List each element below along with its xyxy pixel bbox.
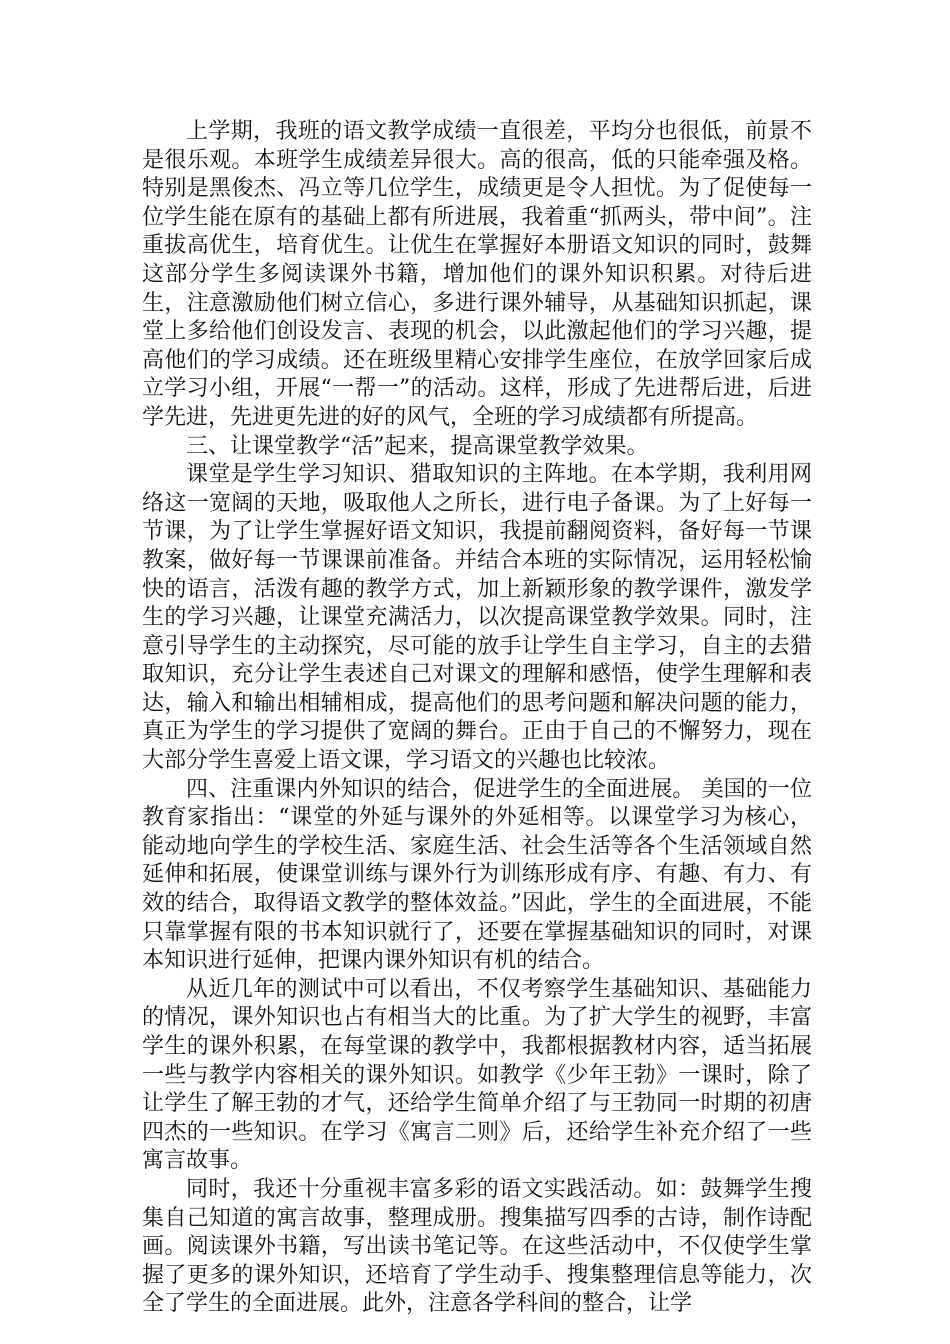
paragraph-extracurricular-knowledge: 从近几年的测试中可以看出，不仅考察学生基础知识、基础能力的情况，课外知识也占有相当大的比重。为了扩大学生的视野，丰富学生的课外积累，在每堂课的教学中，我都根据教材内容，适当拓展一些与教学内容相关的课外知识。如教学《少年王勃》一课时，除了让学生了解王勃的才气，还给学生简单介绍了与王勃同一时期的初唐四杰的一些知识。在学习《寓言二则》后，还给学生补充介绍了一些寓言故事。	[142, 976, 812, 1174]
section-heading-three: 三、让课堂教学“活”起来，提高课堂教学效果。	[186, 433, 649, 459]
paragraph-class-performance: 上学期，我班的语文教学成绩一直很差，平均分也很低，前景不是很乐观。本班学生成绩差异很大。高的很高，低的只能牵强及格。特别是黑俊杰、冯立等几位学生，成绩更是令人担忧。为了促使每一位学生能在原有的基础上都有所进展，我着重“抓两头，带中间”。注重拔高优生，培育优生。让优生在掌握好本册语文知识的同时，鼓舞这部分学生多阅读课外书籍，增加他们的课外知识积累。对待后进生，注意激励他们树立信心，多进行课外辅导，从基础知识抓起，课堂上多给他们创设发言、表现的机会，以此激起他们的学习兴趣，提高他们的学习成绩。还在班级里精心安排学生座位，在放学回家后成立学习小组，开展“一帮一”的活动。这样，形成了先进帮后进，后进学先进，先进更先进的好的风气，全班的学习成绩都有所提高。	[142, 119, 812, 430]
paragraph-practice-activities: 同时，我还十分重视丰富多彩的语文实践活动。如：鼓舞学生搜集自己知道的寓言故事，整理成册。搜集描写四季的古诗，制作诗配画。阅读课外书籍，写出读书笔记等。在这些活动中，不仅使学生掌握了更多的课外知识，还培育了学生动手、搜集整理信息等能力，次全了学生的全面进展。此外，注意各学科间的整合，让学	[142, 1176, 812, 1317]
paragraph-section-four: 四、注重课内外知识的结合，促进学生的全面进展。 美国的一位教育家指出：“课堂的外延与课外的外延相等。以课堂学习为核心，能动地向学生的学校生活、家庭生活、社会生活等各个生活领域自然延伸和拓展，使课堂训练与课外行为训练形成有序、有趣、有力、有效的结合，取得语文教学的整体效益。”因此，学生的全面进展，不能只靠掌握有限的书本知识就行了，还要在掌握基础知识的同时，对课本知识进行延伸，把课内课外知识有机的结合。	[142, 776, 812, 974]
document-body	[142, 118, 812, 1319]
paragraph-classroom-teaching: 课堂是学生学习知识、猎取知识的主阵地。在本学期，我利用网络这一宽阔的天地，吸取他人之所长，进行电子备课。为了上好每一节课，为了让学生掌握好语文知识，我提前翻阅资料，备好每一节课教案，做好每一节课课前准备。并结合本班的实际情况，运用轻松愉快的语言，活泼有趣的教学方式，加上新颖形象的教学课件，激发学生的学习兴趣，让课堂充满活力，以次提高课堂教学效果。同时，注意引导学生的主动探究，尽可能的放手让学生自主学习，自主的去猎取知识，充分让学生表述自己对课文的理解和感悟，使学生理解和表达，输入和输出相辅相成，提高他们的思考问题和解决问题的能力，真正为学生的学习提供了宽阔的舞台。正由于自己的不懈努力，现在大部分学生喜爱上语文课，学习语文的兴趣也比较浓。	[142, 462, 812, 774]
